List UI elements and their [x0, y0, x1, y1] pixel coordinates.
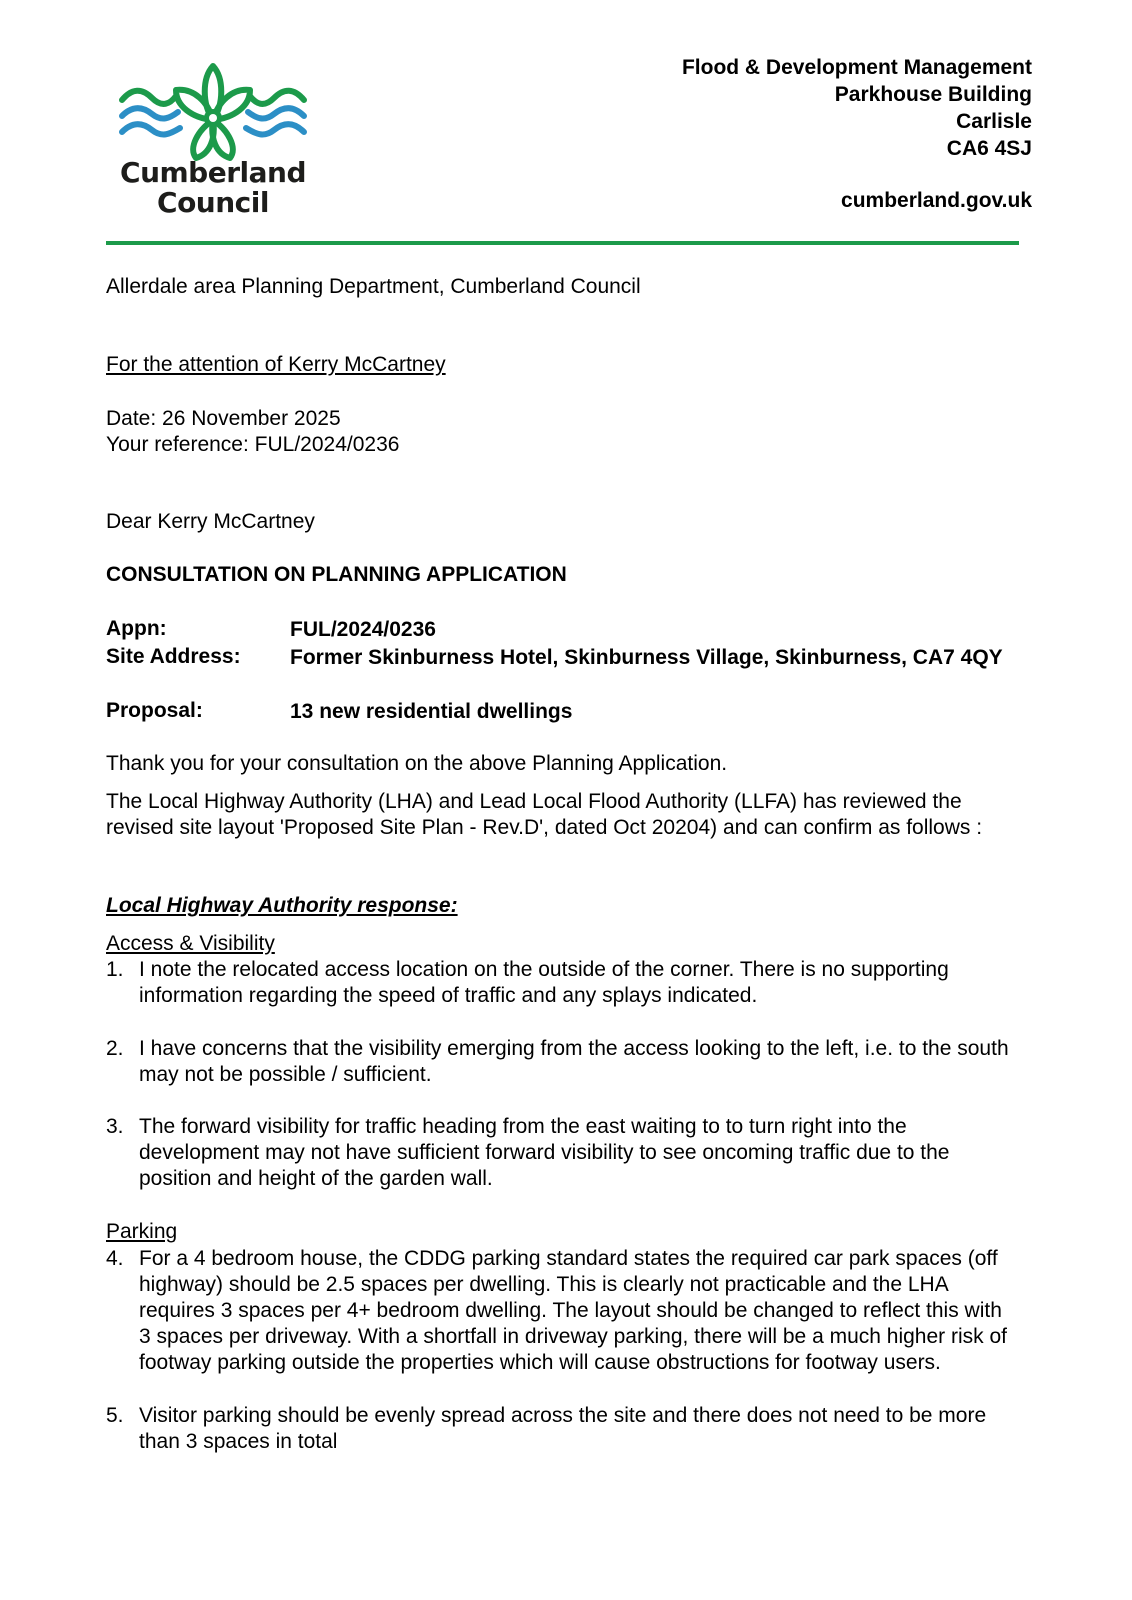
item-number: 1. [106, 958, 124, 981]
address-line: Carlisle [956, 110, 1032, 133]
council-logo [118, 58, 318, 228]
item-number: 4. [106, 1247, 124, 1270]
section-title-access: Access & Visibility [106, 932, 275, 955]
salutation: Dear Kerry McCartney [106, 510, 315, 533]
website: cumberland.gov.uk [841, 189, 1032, 212]
item-number: 3. [106, 1115, 124, 1138]
list-item: I have concerns that the visibility emerging from the access looking to the left, i.e. to the south may not be possible / sufficient. [139, 1037, 1009, 1086]
detail-label-appn: Appn: [106, 617, 167, 640]
detail-value-site: Former Skinburness Hotel, Skinburness Village, Skinburness, CA7 4QY [290, 646, 1003, 669]
logo-text-line1: Cumberland [120, 156, 306, 189]
list-item: For a 4 bedroom house, the CDDG parking standard states the required car park spaces (off highway) should be 2.5 spaces per dwelling. This is clearly not practicable and the LHA requires 3 spaces per 4+ bedroom dwelling. The layout should be changed to reflect this with 3 spaces per driveway. With a shortfall in driveway parking, there will be a much higher risk of footway parking outside the properties which will cause obstructions for footway users. [139, 1247, 1007, 1374]
detail-label-proposal: Proposal: [106, 699, 203, 722]
logo-text-line2: Council [157, 186, 269, 219]
item-number: 5. [106, 1404, 124, 1427]
list-item: I note the relocated access location on the outside of the corner. There is no supporting information regarding the speed of traffic and any splays indicated. [139, 958, 949, 1007]
list-item: The forward visibility for traffic heading from the east waiting to to turn right into the development may not have sufficient forward visibility to see oncoming traffic due to the position and height of the garden wall. [139, 1115, 950, 1190]
flower-waves-icon [118, 58, 318, 168]
address-line: Flood & Development Management [681, 56, 1032, 79]
address-line: Parkhouse Building [834, 83, 1032, 106]
recipient: Allerdale area Planning Department, Cumberland Council [106, 275, 641, 298]
detail-value-appn: FUL/2024/0236 [290, 618, 436, 641]
detail-value-proposal: 13 new residential dwellings [290, 700, 573, 723]
detail-label-site: Site Address: [106, 645, 241, 668]
address-line: CA6 4SJ [946, 137, 1032, 160]
paragraph: The Local Highway Authority (LHA) and Lead Local Flood Authority (LLFA) has reviewed the revised site layout 'Proposed Site Plan - Rev.D', dated Oct 20204) and can confirm as follows : [106, 790, 983, 839]
reference: Your reference: FUL/2024/0236 [106, 433, 400, 456]
header-divider [106, 241, 1019, 245]
item-number: 2. [106, 1037, 124, 1060]
sender-address [682, 54, 1032, 162]
lha-response-heading: Local Highway Authority response: [106, 894, 458, 917]
date: Date: 26 November 2025 [106, 407, 341, 430]
section-title-parking: Parking [106, 1220, 178, 1243]
letter-heading: CONSULTATION ON PLANNING APPLICATION [106, 563, 567, 586]
paragraph: Thank you for your consultation on the above Planning Application. [106, 752, 728, 775]
list-item: Visitor parking should be evenly spread across the site and there does not need to be more than 3 spaces in total [139, 1404, 987, 1453]
attention-line: For the attention of Kerry McCartney [106, 353, 446, 376]
